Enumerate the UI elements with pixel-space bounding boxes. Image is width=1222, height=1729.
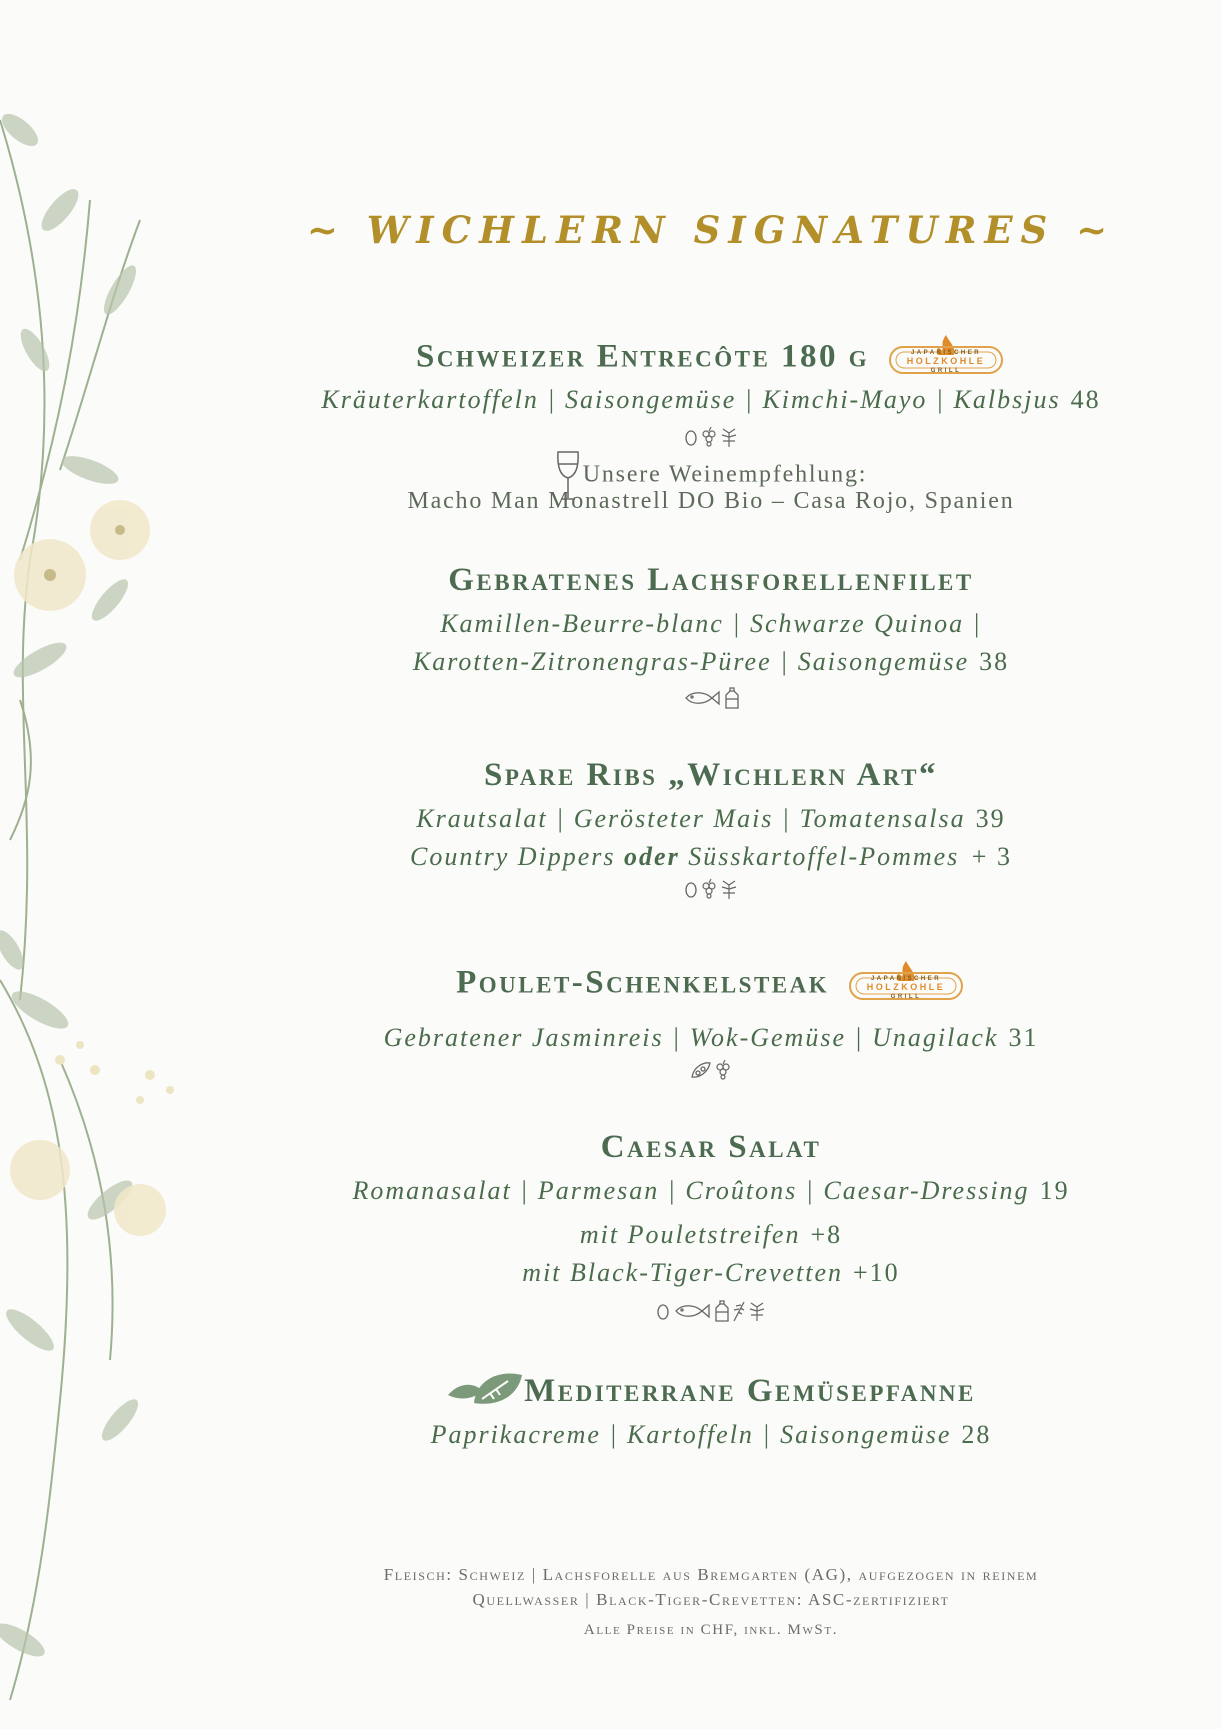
dish-option: mit Pouletstreifen +8 (579, 1220, 843, 1249)
dish-price: 31 (1008, 1023, 1039, 1052)
floral-decoration (0, 0, 200, 1729)
svg-text:JAPANISCHER: JAPANISCHER (870, 976, 941, 982)
dish-option: mit Black-Tiger-Crevetten +10 (522, 1258, 900, 1287)
dish-price: + 3 (971, 842, 1012, 871)
dish-price: 19 (1039, 1176, 1070, 1205)
vegan-leaf-icon (446, 1369, 524, 1409)
fish-icon (682, 689, 720, 707)
milk-icon (722, 687, 740, 709)
allergen-icons (200, 879, 1222, 902)
dish-name-poulet: Poulet-Schenkelsteak JAPANISCHER HOLZKOHLE GRILL (200, 963, 1222, 1007)
dish-name-spare-ribs: Spare Ribs „Wichlern Art“ (484, 757, 938, 793)
footer-origin-line-1: Fleisch: Schweiz | Lachsforelle aus Bremgarten (AG), aufgezogen in reinem (383, 1565, 1039, 1584)
grape-icon (700, 879, 718, 899)
allergen-icons (200, 1060, 1222, 1084)
dish-description: Krautsalat | Gerösteter Mais | Tomatensalsa 39 (416, 804, 1006, 833)
milk-icon (712, 1300, 730, 1322)
dish-description: Kräuterkartoffeln | Saisongemüse | Kimchi-Mayo | Kalbsjus 48 (321, 385, 1101, 414)
grape-icon (700, 427, 718, 447)
wheat-icon (732, 1300, 746, 1322)
menu-page (200, 0, 1222, 1729)
dish-description: Gebratener Jasminreis | Wok-Gemüse | Unagilack 31 (383, 1023, 1039, 1052)
svg-text:GRILL: GRILL (930, 368, 962, 374)
dish-price: 38 (979, 647, 1010, 676)
egg-icon (656, 1302, 670, 1320)
grape-icon (714, 1060, 732, 1080)
fish-icon (672, 1302, 710, 1320)
charcoal-grill-badge-icon (886, 333, 1006, 377)
footer-origin-line-2: Quellwasser | Black-Tiger-Crevetten: ASC-zertifiziert (472, 1590, 950, 1609)
dish-price: +10 (853, 1258, 900, 1287)
dish-option: Country Dippers oder Süsskartoffel-Pommes + 3 (410, 842, 1012, 871)
dish-name-caesar-salat: Caesar Salat (600, 1129, 822, 1165)
dish-name-entrecote: Schweizer Entrecôte 180 g JAPANISCHER HOLZKOHLE GRILL (200, 337, 1222, 381)
egg-icon (684, 880, 698, 898)
dish-price: 39 (975, 804, 1006, 833)
dish-name-lachsforelle: Gebratenes Lachsforellenfilet (448, 562, 974, 598)
svg-text:HOLZKOHLE: HOLZKOHLE (906, 356, 986, 366)
svg-text:HOLZKOHLE: HOLZKOHLE (866, 982, 946, 992)
wine-name: Macho Man Monastrell DO Bio – Casa Rojo, Spanien (407, 488, 1015, 514)
dish-price: +8 (810, 1220, 843, 1249)
dish-description: Paprikacreme | Kartoffeln | Saisongemüse 28 (430, 1420, 992, 1449)
svg-text:GRILL: GRILL (890, 994, 922, 1000)
footer-price-note: Alle Preise in CHF, inkl. MwSt. (583, 1622, 839, 1638)
celery-icon (748, 1301, 766, 1321)
soy-icon (690, 1060, 712, 1080)
dish-price: 48 (1070, 385, 1101, 414)
dish-description: Romanasalat | Parmesan | Croûtons | Caesar-Dressing 19 (352, 1176, 1070, 1205)
dish-description: Kamillen-Beurre-blanc | Schwarze Quinoa | (440, 609, 982, 638)
page-title: ~ WICHLERN SIGNATURES ~ (306, 208, 1116, 252)
svg-text:JAPANISCHER: JAPANISCHER (910, 350, 981, 356)
charcoal-grill-badge-icon (846, 959, 966, 1003)
dish-price: 28 (961, 1420, 992, 1449)
dish-description: Karotten-Zitronengras-Püree | Saisongemüse 38 (412, 647, 1010, 676)
dish-name-gemuesepfanne: Mediterrane Gemüsepfanne (200, 1373, 1222, 1413)
allergen-icons (200, 427, 1222, 450)
allergen-icons (200, 687, 1222, 711)
wine-recommendation-label: Unsere Weinempfehlung: (200, 450, 1222, 502)
celery-icon (720, 427, 738, 447)
egg-icon (684, 428, 698, 446)
celery-icon (720, 879, 738, 899)
allergen-icons (200, 1300, 1222, 1324)
